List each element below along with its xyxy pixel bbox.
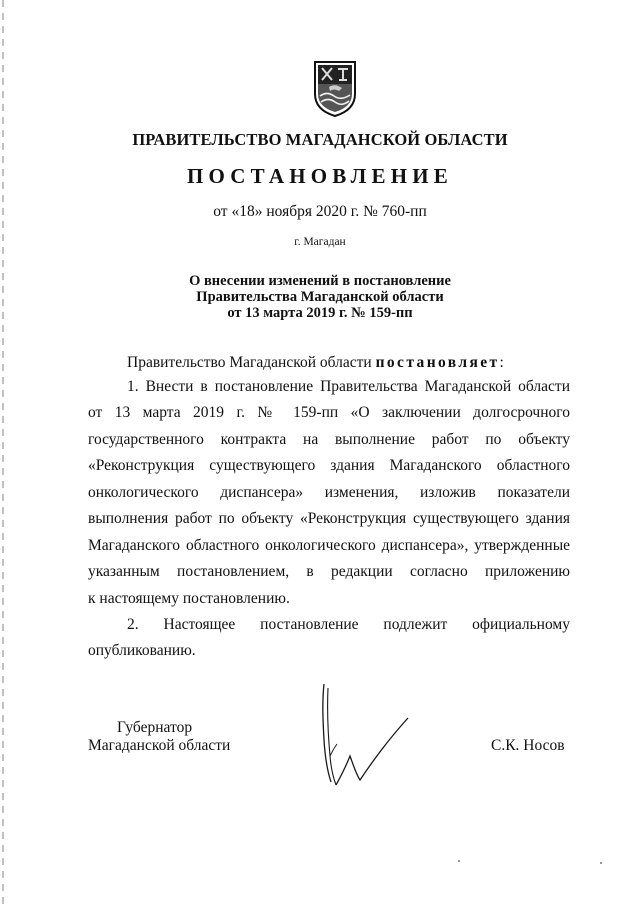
scan-speck: [600, 862, 602, 864]
body-line: выполнения работ по объекту «Реконструкция существующего здания: [88, 510, 570, 527]
body-line: 2. Настоящее постановление подлежит официальному: [127, 616, 570, 633]
signatory-position-line1: Губернатор: [117, 719, 193, 736]
preamble-punct: :: [499, 354, 504, 371]
preamble: [127, 354, 504, 372]
handwritten-signature: [310, 682, 420, 794]
title-line: от 13 марта 2019 г. № 159-пп: [227, 305, 413, 321]
document-type: ПОСТАНОВЛЕНИЕ: [186, 164, 454, 188]
scan-speck: [458, 860, 460, 862]
body-line: опубликованию.: [88, 642, 196, 659]
body-line: государственного контракта на выполнение работ по объекту: [88, 431, 570, 448]
preamble-verb: постановляет: [375, 354, 500, 371]
coat-of-arms-icon: [312, 60, 358, 118]
organization-name: ПРАВИТЕЛЬСТВО МАГАДАНСКОЙ ОБЛАСТИ: [132, 130, 508, 149]
signatory-position-line2: Магаданской области: [88, 737, 231, 754]
body-line: указанным постановлением, в редакции согласно приложению: [88, 563, 570, 580]
body-line: от 13 марта 2019 г. № 159-пп «О заключении долгосрочного: [88, 404, 570, 421]
body-line: «Реконструкция существующего здания Магаданского областного: [88, 457, 570, 474]
title-line: О внесении изменений в постановление: [189, 273, 451, 289]
signatory-name: С.К. Носов: [491, 737, 565, 754]
document-title: [0, 273, 640, 321]
body-line: Магаданского областного онкологического диспансера», утвержденные: [88, 537, 570, 554]
document-city: г. Магадан: [294, 236, 346, 248]
body-line: 1. Внести в постановление Правительства Магаданской области: [127, 378, 570, 395]
title-line: Правительства Магаданской области: [196, 289, 444, 305]
body-line: онкологического диспансера» изменения, изложив показатели: [88, 484, 570, 501]
body-line: к настоящему постановлению.: [88, 590, 290, 607]
document-date-number: от «18» ноября 2020 г. № 760-пп: [213, 203, 427, 220]
preamble-text: Правительство Магаданской области: [127, 354, 376, 371]
